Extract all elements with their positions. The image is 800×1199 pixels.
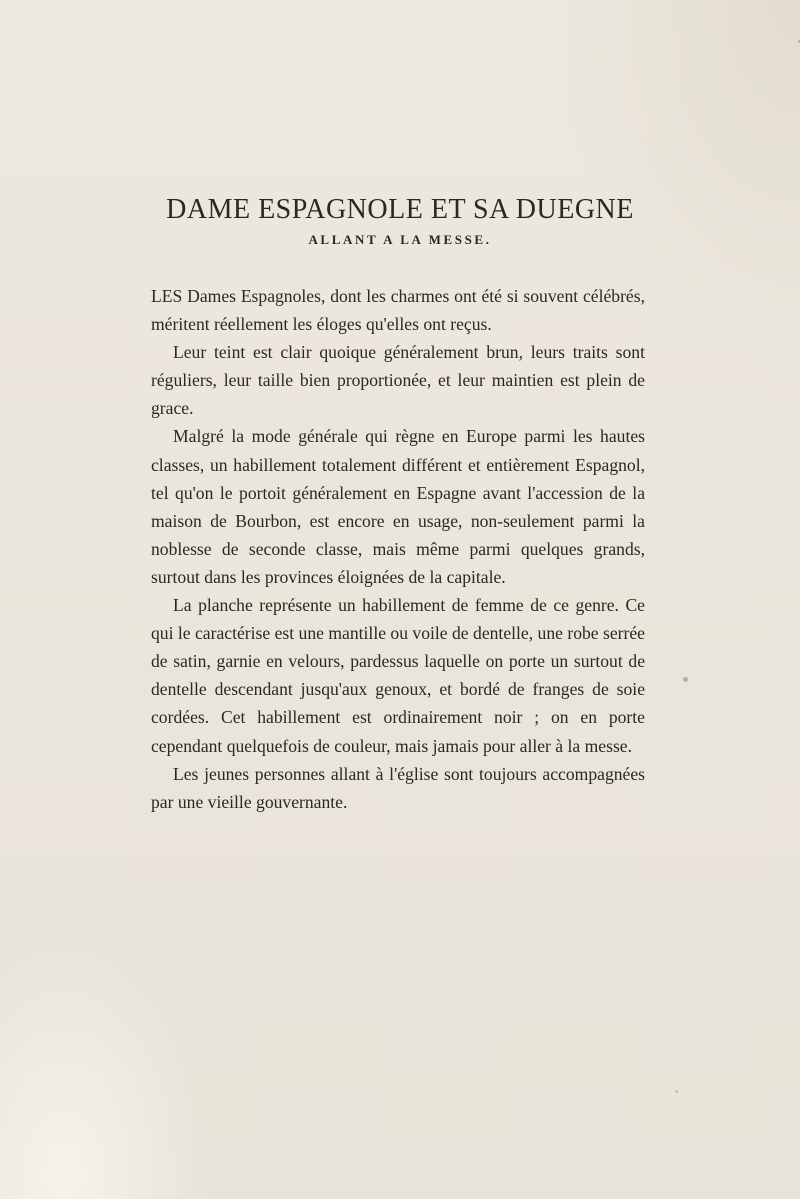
paper-speck — [675, 1090, 678, 1093]
page-title: DAME ESPAGNOLE ET SA DUEGNE — [166, 194, 634, 225]
body-text — [151, 282, 645, 816]
paragraph: La planche représente un habillement de femme de ce genre. Ce qui le caractérise est une mantille ou voile de dentelle, une robe serrée de satin, garnie en velours, pardessus laquelle on porte un surtout de dentelle descendant jusqu'aux genoux, et bordé de franges de soie cordées. Cet habillement est ordinairement noir ; on en porte cependant quelquefois de couleur, mais jamais pour aller à la messe. — [151, 595, 645, 756]
paragraph: Les jeunes personnes allant à l'église sont toujours accompagnées par une vieille gouvernante. — [151, 763, 645, 812]
paragraph: Malgré la mode générale qui règne en Europe parmi les hautes classes, un habillement totalement différent et entièrement Espagnol, tel qu'on le portoit généralement en Espagne avant l'accession de la maison de Bourbon, est encore en usage, non-seulement parmi la noblesse de seconde classe, mais même parmi quelques grands, surtout dans les provinces éloignées de la capitale. — [151, 426, 645, 587]
paragraph: LES Dames Espagnoles, dont les charmes ont été si souvent célébrés, méritent réellement les éloges qu'elles ont reçus. — [151, 286, 645, 335]
page-subtitle: ALLANT A LA MESSE. — [308, 232, 492, 247]
paragraph: Leur teint est clair quoique généralement brun, leurs traits sont réguliers, leur taille bien proportionée, et leur maintien est plein de grace. — [151, 342, 645, 419]
paper-speck — [683, 677, 688, 682]
